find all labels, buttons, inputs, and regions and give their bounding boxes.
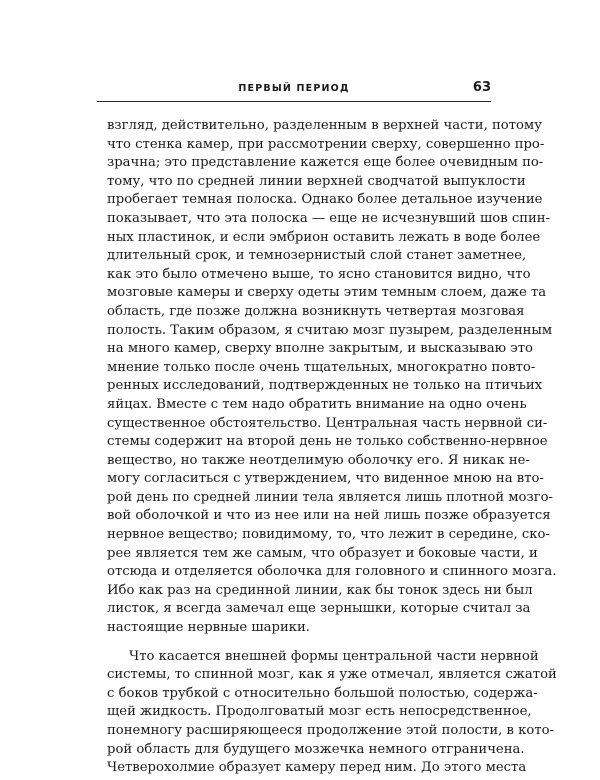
text-line: на много камер, сверху вполне закрытым, и высказываю это <box>107 341 533 357</box>
paragraph-2 <box>107 648 557 778</box>
text-line: полость. Таким образом, я считаю мозг пузырем, разделенным <box>107 322 553 338</box>
text-line: настоящие нервные шарики. <box>107 620 310 636</box>
text-line: нервное вещество; повидимому, то, что лежит в середине, ско- <box>107 527 550 543</box>
text-line: листок, я всегда замечал еще зернышки, которые считал за <box>107 601 531 617</box>
text-line: ных пластинок, и если эмбрион оставить лежать в воде более <box>107 229 541 245</box>
text-line: показывает, что эта полоска — еще не исчезнувший шов спин- <box>107 210 551 226</box>
text-line: мозговые камеры и сверху одеты этим темным слоем, даже та <box>107 285 547 301</box>
page-number: 63 <box>472 80 491 95</box>
text-line: вещество, но также неотделимую оболочку его. Я никак не- <box>107 452 530 468</box>
text-line: Четверохолмие образует камеру перед ним. До этого места <box>107 760 527 776</box>
paragraph-1 <box>107 117 557 638</box>
text-line: тому, что по средней линии верхней сводчатой выпуклости <box>107 173 526 189</box>
text-line: пробегает темная полоска. Однако более детальное изучение <box>107 192 543 208</box>
text-line: что стенка камер, при рассмотрении сверху, совершенно про- <box>107 136 545 152</box>
running-title: ПЕРВЫЙ ПЕРИОД <box>238 83 350 94</box>
text-line: могу согласиться с утверждением, что виденное мною на вто- <box>107 471 544 487</box>
text-line: стемы содержит на второй день не только собственно-нервное <box>107 434 548 450</box>
text-line: Ибо как раз на срединной линии, как бы тонок здесь ни был <box>107 582 533 598</box>
text-line: зрачна; это представление кажется еще более очевидным по- <box>107 155 544 171</box>
text-line: вой оболочкой и что из нее или на ней лишь позже образуется <box>107 508 551 524</box>
body-text <box>107 117 557 778</box>
text-line: с боков трубкой с относительно большой полостью, содержа- <box>107 685 538 701</box>
text-line: существенное обстоятельство. Центральная часть нервной си- <box>107 415 548 431</box>
header-rule <box>97 101 491 102</box>
text-line: рее является тем же самым, что образует и боковые части, и <box>107 545 538 561</box>
text-line: взгляд, действительно, разделенным в верхней части, потому <box>107 118 542 133</box>
text-line: длительный срок, и темнозернистый слой станет заметнее, <box>107 248 527 264</box>
text-line: отсюда и отделяется оболочка для головного и спинного мозга. <box>107 564 557 580</box>
text-line: мнение только после очень тщательных, многократно повто- <box>107 359 536 375</box>
text-line: рой область для будущего мозжечка немного отграничена. <box>107 741 525 757</box>
text-line: область, где позже должна возникнуть четвертая мозговая <box>107 303 525 319</box>
text-line: яйцах. Вместе с тем надо обратить внимание на одно очень <box>107 396 527 412</box>
text-line: системы, то спинной мозг, как я уже отмечал, является сжатой <box>107 667 557 683</box>
text-line: Что касается внешней формы центральной части нервной <box>129 648 539 664</box>
text-line: как это было отмечено выше, то ясно становится видно, что <box>107 266 531 282</box>
text-line: понемногу расширяющееся продолжение этой полости, в кото- <box>107 723 555 738</box>
text-line: ренных исследований, подтвержденных не только на птичьих <box>107 378 543 394</box>
running-head <box>97 80 491 100</box>
text-line: рой день по средней линии тела является лишь плотной мозго- <box>107 489 553 505</box>
text-line: щей жидкость. Продолговатый мозг есть непосредственное, <box>107 704 532 720</box>
